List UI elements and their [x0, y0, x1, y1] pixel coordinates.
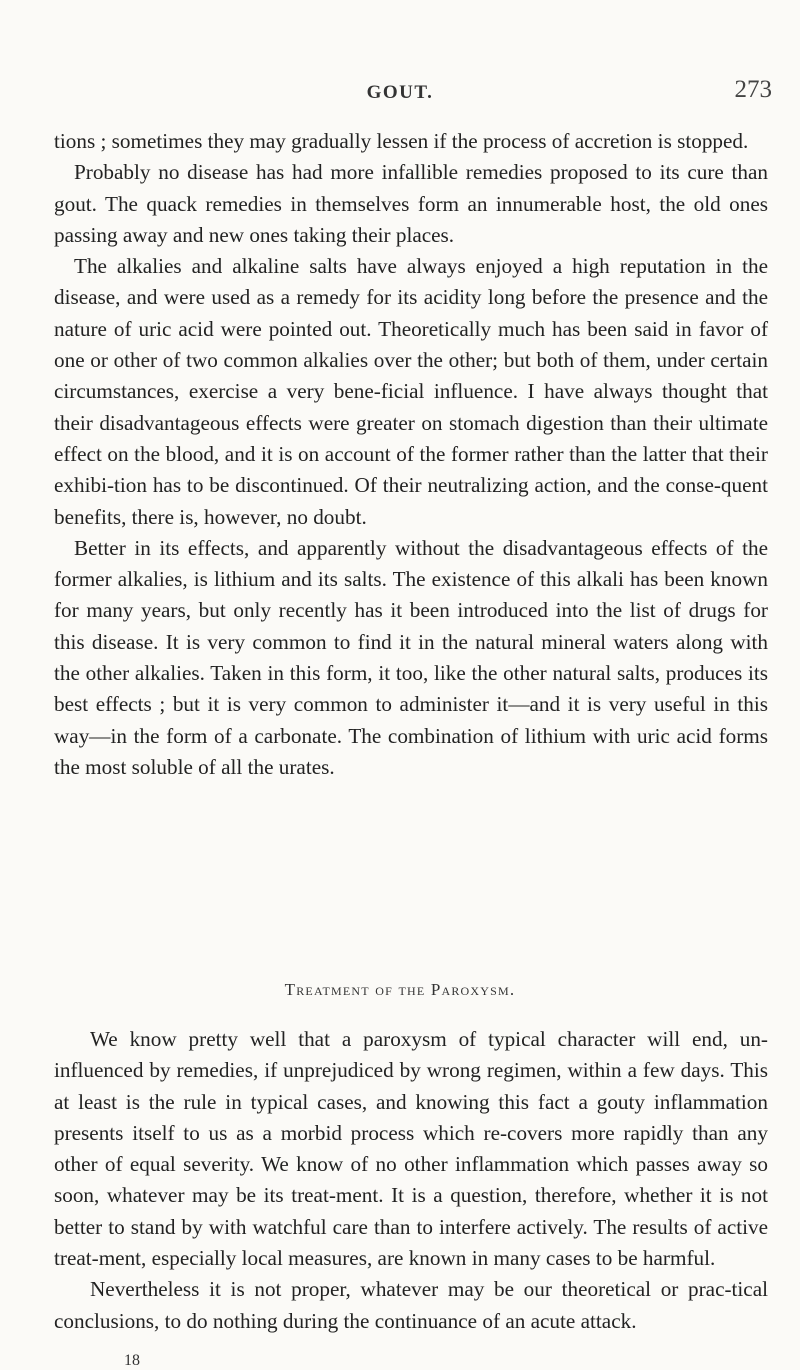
paragraph: tions ; sometimes they may gradually lessen if the process of accretion is stopped. [54, 129, 749, 153]
signature-mark: 18 [124, 1352, 140, 1369]
paragraph: We know pretty well that a paroxysm of typical character will end, un-influenced by remedies, if unprejudiced by wrong regimen, within a few days. This at least is the rule in typical cases, and knowing this fact a gouty inflammation presents itself to us as a morbid process which re-covers more rapidly than any other of equal severity. We know of no other inflammation which passes away so soon, whatever may be its treat-ment. It is a question, therefore, whether it is not better to stand by with watchful care than to interfere actively. The results of active treat-ment, especially local measures, are known in many cases to be harmful. [54, 1027, 768, 1271]
page-number: 273 [734, 76, 772, 103]
body-text-upper [54, 126, 768, 783]
paragraph: Nevertheless it is not proper, whatever may be our theoretical or prac-tical conclusions, to do nothing during the continuance of an acute attack. [54, 1277, 768, 1333]
body-text-lower [54, 1024, 768, 1337]
section-heading: Treatment of the Paroxysm. [284, 980, 516, 999]
paragraph: Better in its effects, and apparently without the disadvantageous effects of the former alkalies, is lithium and its salts. The existence of this alkali has been known for many years, but only recently has it been introduced into the list of drugs for this disease. It is very common to find it in the natural mineral waters along with the other alkalies. Taken in this form, it too, like the other natural salts, produces its best effects ; but it is very common to administer it—and it is very useful in this way—in the form of a carbonate. The combination of lithium with uric acid forms the most soluble of all the urates. [54, 535, 768, 779]
paragraph: Probably no disease has had more infallible remedies proposed to its cure than gout. The quack remedies in themselves form an innumerable host, the old ones passing away and new ones taking their places. [54, 160, 768, 247]
paragraph: The alkalies and alkaline salts have always enjoyed a high reputation in the disease, and were used as a remedy for its acidity long before the presence and the nature of uric acid were pointed out. Theoretically much has been said in favor of one or other of two common alkalies over the other; but both of them, under certain circumstances, exercise a very bene-ficial influence. I have always thought that their disadvantageous effects were greater on stomach digestion than their ultimate effect on the blood, and it is on account of the former rather than the latter that their exhibi-tion has to be discontinued. Of their neutralizing action, and the conse-quent benefits, there is, however, no doubt. [54, 254, 768, 529]
running-title: GOUT. [366, 82, 434, 103]
